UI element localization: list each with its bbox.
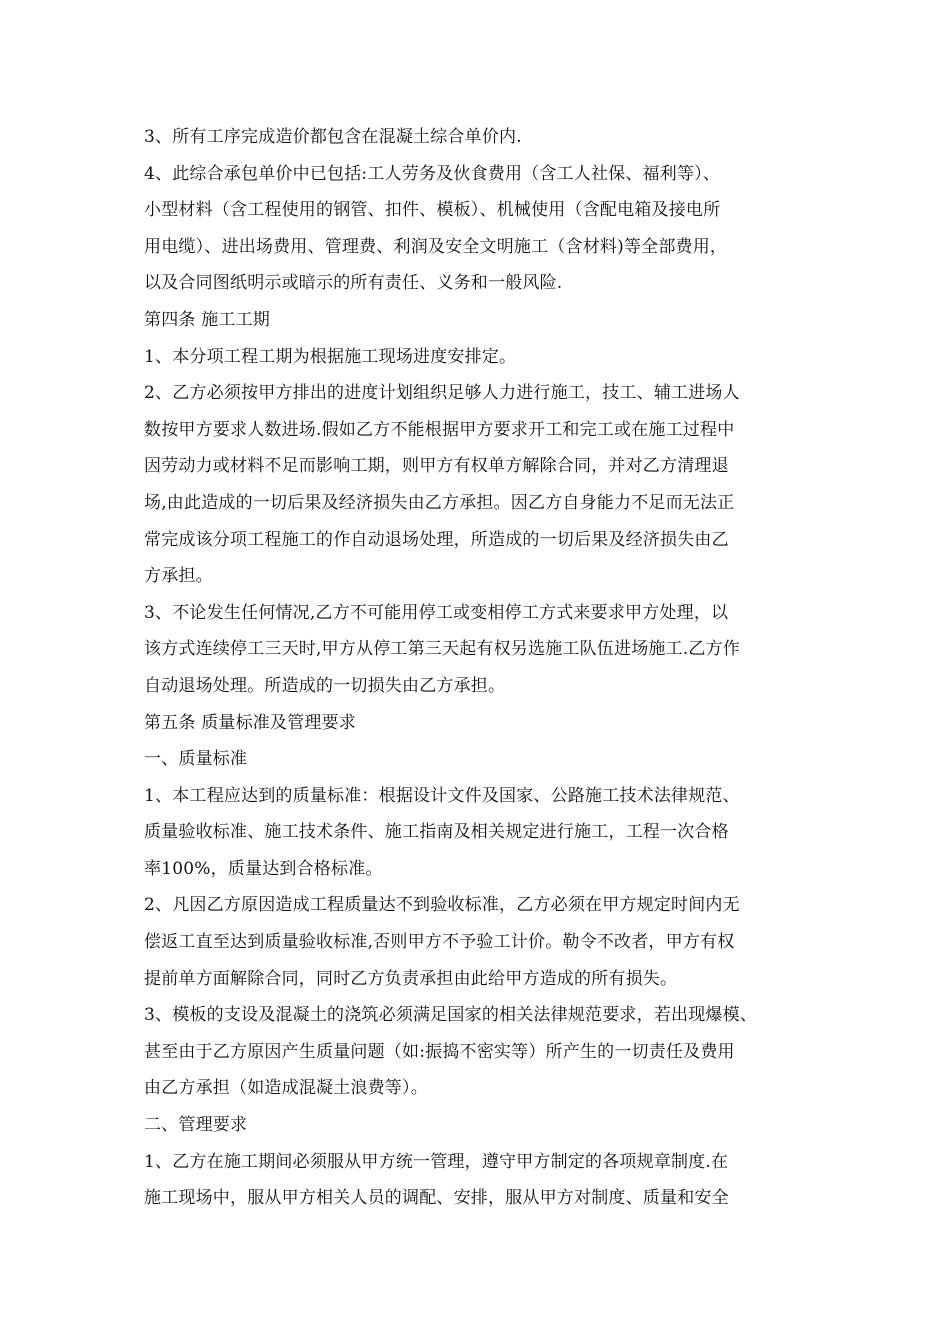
text-line: 由乙方承担（如造成混凝土浪费等）。 xyxy=(144,1078,428,1099)
text-line: 3、所有工序完成造价都包含在混凝土综合单价内. xyxy=(144,127,522,147)
text-line: 数按甲方要求人数进场.假如乙方不能根据甲方要求开工和完工或在施工过程中 xyxy=(144,419,735,440)
text-line: 4、此综合承包单价中已包括:工人劳务及伙食费用（含工人社保、福利等）、 xyxy=(144,163,721,184)
text-line: 1、本工程应达到的质量标准：根据设计文件及国家、公路施工技术法律规范、 xyxy=(144,785,740,806)
text-line: 偿返工直至达到质量验收标准,否则甲方不予验工计价。勒令不改者，甲方有权 xyxy=(144,932,735,953)
text-line: 2、乙方必须按甲方排出的进度计划组织足够人力进行施工，技工、辅工进场人 xyxy=(144,383,740,404)
text-line: 3、不论发生任何情况,乙方不可能用停工或变相停工方式来要求甲方处理，以 xyxy=(144,602,729,623)
text-line: 质量验收标准、施工技术条件、施工指南及相关规定进行施工，工程一次合格 xyxy=(144,822,729,843)
text-line: 2、凡因乙方原因造成工程质量达不到验收标准，乙方必须在甲方规定时间内无 xyxy=(144,895,740,916)
section-heading: 第四条 施工工期 xyxy=(144,309,271,330)
subsection-heading: 一、质量标准 xyxy=(144,749,248,770)
document-body xyxy=(144,119,824,1217)
text-line: 甚至由于乙方原因产生质量问题（如:振捣不密实等）所产生的一切责任及费用 xyxy=(144,1041,735,1062)
text-line: 施工现场中，服从甲方相关人员的调配、安排，服从甲方对制度、质量和安全 xyxy=(144,1188,729,1209)
text-line: 小型材料（含工程使用的钢管、扣件、模板）、机械使用（含配电箱及接电所 xyxy=(144,200,721,221)
text-line: 1、本分项工程工期为根据施工现场进度安排定。 xyxy=(144,346,517,367)
text-line: 用电缆）、进出场费用、管理费、利润及安全文明施工（含材料)等全部费用， xyxy=(144,236,728,257)
text-line: 以及合同图纸明示或暗示的所有责任、义务和一般风险. xyxy=(144,273,563,294)
text-line: 该方式连续停工三天时,甲方从停工第三天起有权另选施工队伍进场施工.乙方作 xyxy=(144,639,741,660)
text-line: 因劳动力或材料不足而影响工期，则甲方有权单方解除合同，并对乙方清理退 xyxy=(144,456,729,477)
text-line: 提前单方面解除合同，同时乙方负责承担由此给甲方造成的所有损失。 xyxy=(144,968,678,989)
text-line: 3、模板的支设及混凝土的浇筑必须满足国家的相关法律规范要求，若出现爆模、 xyxy=(144,1005,758,1026)
text-line: 自动退场处理。所造成的一切损失由乙方承担。 xyxy=(144,675,506,696)
subsection-heading: 二、管理要求 xyxy=(144,1115,248,1136)
text-line: 1、乙方在施工期间必须服从甲方统一管理，遵守甲方制定的各项规章制度.在 xyxy=(144,1151,729,1172)
text-line: 方承担。 xyxy=(144,566,213,587)
text-line: 常完成该分项工程施工的作自动退场处理，所造成的一切后果及经济损失由乙 xyxy=(144,529,729,550)
text-line: 率100%，质量达到合格标准。 xyxy=(144,858,383,879)
text-line: 场,由此造成的一切后果及经济损失由乙方承担。因乙方自身能力不足而无法正 xyxy=(144,492,735,513)
section-heading: 第五条 质量标准及管理要求 xyxy=(144,712,357,733)
